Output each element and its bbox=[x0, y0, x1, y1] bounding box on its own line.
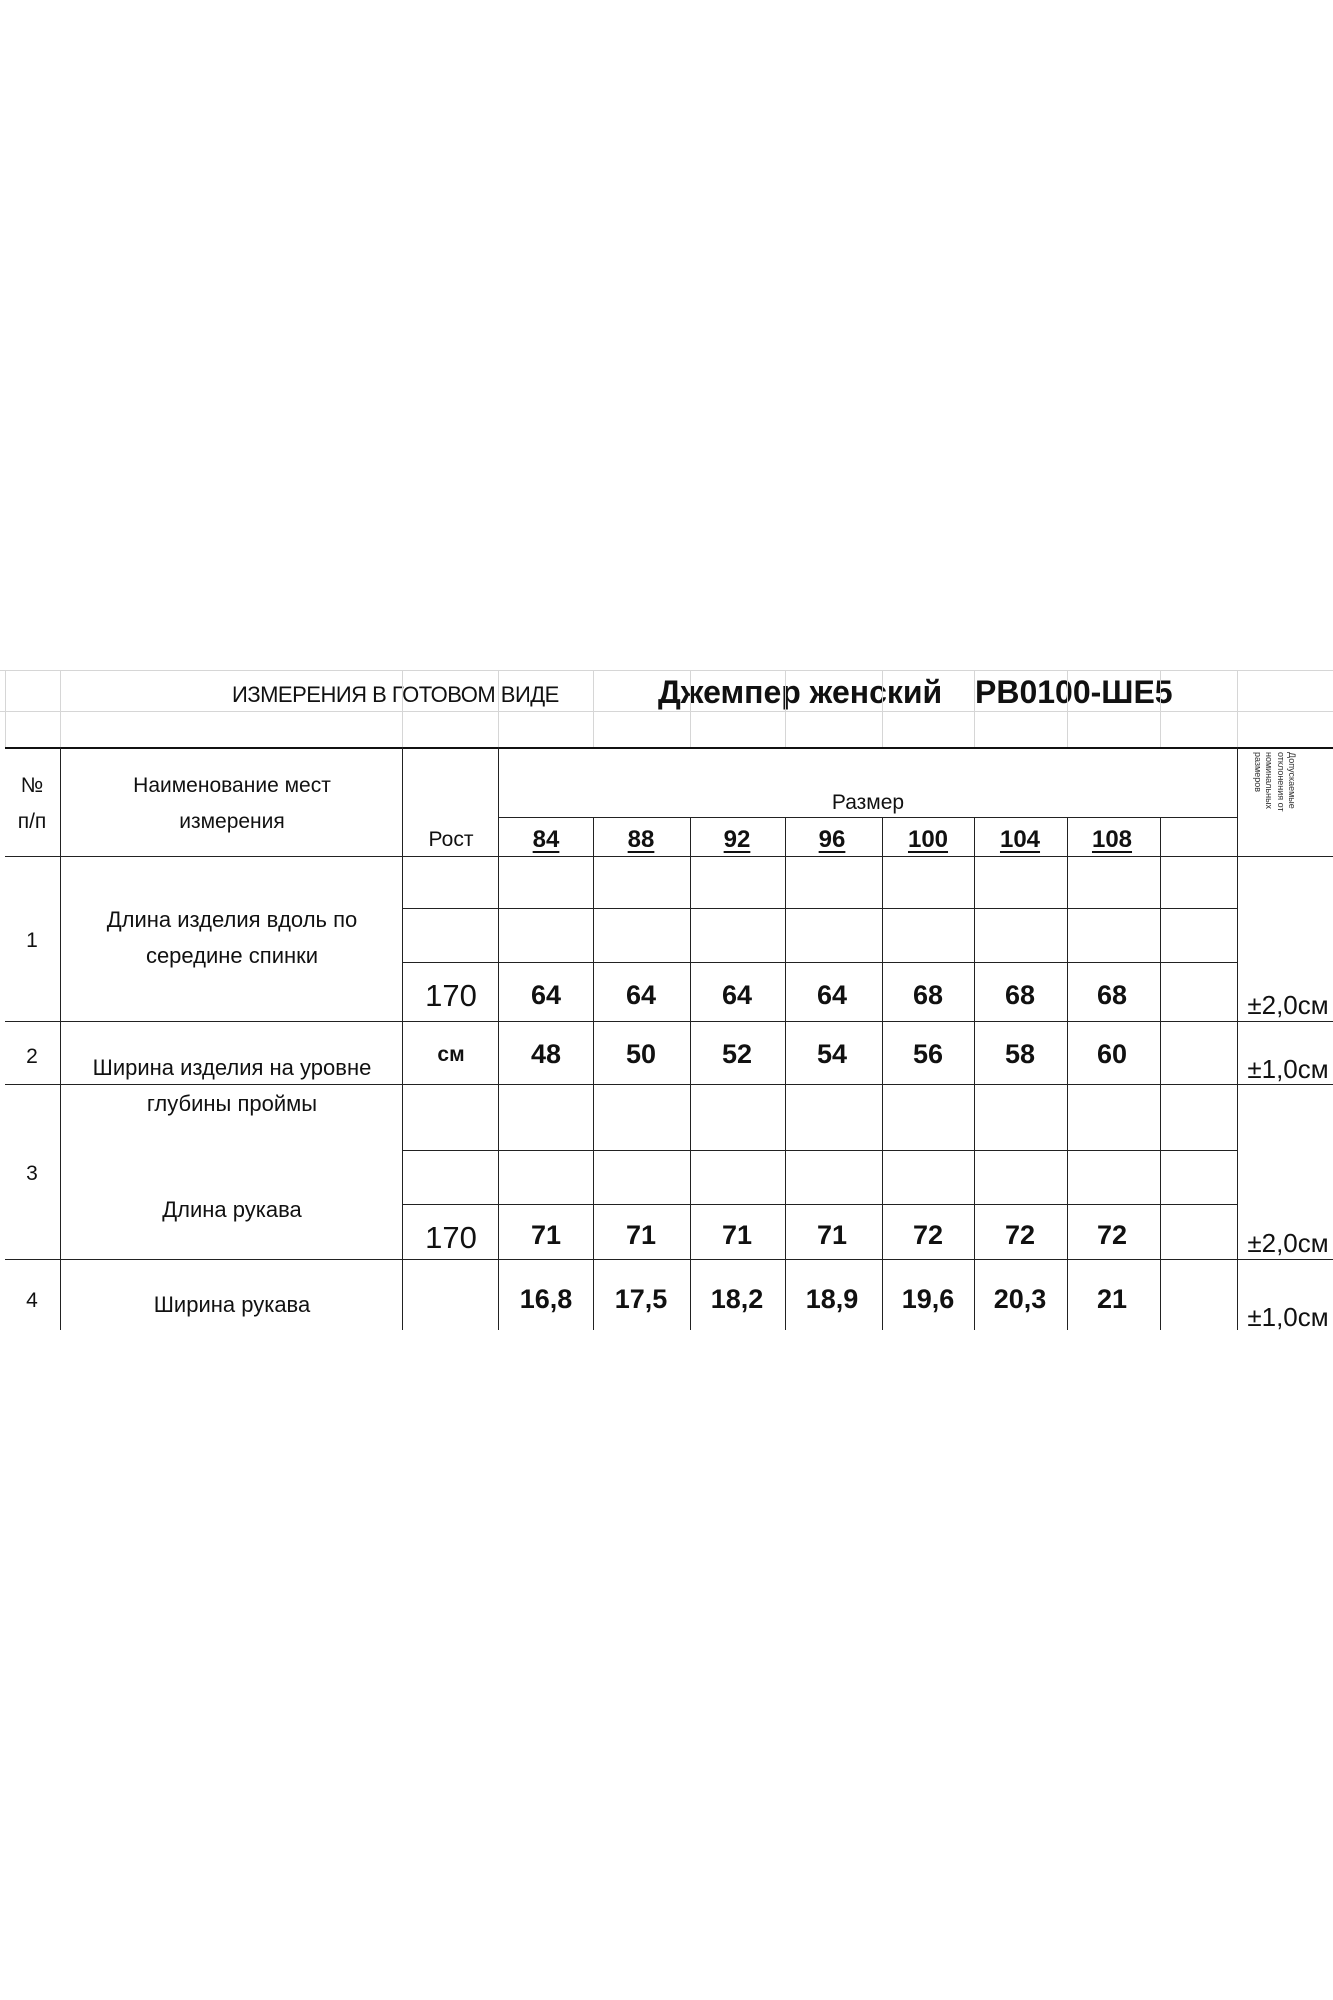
measurement-value: 64 bbox=[721, 980, 753, 1010]
measurement-value: 64 bbox=[625, 980, 657, 1010]
table-border bbox=[402, 908, 1237, 909]
table-border bbox=[402, 747, 403, 1330]
gridline bbox=[882, 670, 883, 747]
product-name: Джемпер женский bbox=[658, 674, 943, 710]
gridline bbox=[1237, 670, 1238, 747]
gridline bbox=[690, 670, 691, 747]
size-header: 92 bbox=[723, 826, 751, 853]
column-header-size: Размер bbox=[831, 791, 905, 814]
row-number: 1 bbox=[26, 929, 38, 952]
measurement-value: 64 bbox=[530, 980, 562, 1010]
measurement-value: 60 bbox=[1096, 1039, 1128, 1069]
gridline bbox=[498, 670, 499, 747]
column-header-number: № п/п bbox=[17, 774, 47, 833]
table-border bbox=[5, 856, 1333, 857]
measurement-value: 68 bbox=[1096, 980, 1128, 1010]
row-number: 2 bbox=[26, 1045, 38, 1068]
table-border bbox=[882, 817, 883, 1330]
article-number: РВ0100-ШЕ5 bbox=[975, 674, 1173, 710]
height-value: 170 bbox=[425, 1220, 477, 1255]
measurement-value: 72 bbox=[912, 1220, 944, 1250]
size-header: 104 bbox=[999, 826, 1041, 853]
table-border bbox=[60, 747, 61, 1330]
tolerance-value: ±2,0см bbox=[1247, 1228, 1329, 1258]
measurement-value: 56 bbox=[912, 1039, 944, 1069]
measurement-value: 71 bbox=[721, 1220, 753, 1250]
gridline bbox=[402, 670, 403, 747]
table-border bbox=[5, 1259, 1333, 1260]
gridline bbox=[1160, 670, 1161, 747]
measurement-value: 52 bbox=[721, 1039, 753, 1069]
gridline bbox=[0, 711, 1333, 712]
column-header-height: Рост bbox=[428, 828, 474, 851]
measurement-value: 68 bbox=[912, 980, 944, 1010]
tolerance-value: ±1,0см bbox=[1247, 1054, 1329, 1084]
row-number: 3 bbox=[26, 1162, 38, 1185]
gridline bbox=[974, 670, 975, 747]
measurement-value: 20,3 bbox=[993, 1284, 1047, 1314]
measurement-name: Ширина рукава bbox=[153, 1292, 311, 1317]
measurement-value: 71 bbox=[816, 1220, 848, 1250]
measurement-value: 64 bbox=[816, 980, 848, 1010]
table-border bbox=[1160, 817, 1161, 1330]
size-header: 88 bbox=[627, 826, 655, 853]
gridline bbox=[5, 670, 6, 747]
gridline bbox=[593, 670, 594, 747]
table-border bbox=[690, 817, 691, 1330]
measurement-value: 72 bbox=[1096, 1220, 1128, 1250]
size-header: 100 bbox=[907, 826, 949, 853]
measurement-value: 18,9 bbox=[805, 1284, 859, 1314]
measurement-value: 58 bbox=[1004, 1039, 1036, 1069]
measurement-value: 48 bbox=[530, 1039, 562, 1069]
table-border bbox=[498, 817, 1237, 818]
table-border bbox=[1237, 747, 1238, 1330]
table-border bbox=[402, 1150, 1237, 1151]
gridline bbox=[60, 670, 61, 747]
measurement-value: 16,8 bbox=[519, 1284, 573, 1314]
measurement-value: 68 bbox=[1004, 980, 1036, 1010]
measurement-value: 54 bbox=[816, 1039, 848, 1069]
height-value: см bbox=[437, 1043, 465, 1066]
measurement-value: 50 bbox=[625, 1039, 657, 1069]
row-number: 4 bbox=[26, 1289, 38, 1312]
gridline bbox=[1067, 670, 1068, 747]
sheet-subtitle: ИЗМЕРЕНИЯ В ГОТОВОМ ВИДЕ bbox=[232, 682, 559, 707]
measurement-value: 19,6 bbox=[901, 1284, 955, 1314]
table-border bbox=[498, 747, 499, 1330]
table-border bbox=[785, 817, 786, 1330]
measurement-name: Ширина изделия на уровне глубины проймы bbox=[92, 1055, 372, 1116]
measurement-value: 17,5 bbox=[614, 1284, 668, 1314]
measurement-name: Длина изделия вдоль по середине спинки bbox=[106, 907, 358, 968]
height-value: 170 bbox=[425, 978, 477, 1013]
gridline bbox=[0, 670, 1333, 671]
tolerance-value: ±1,0см bbox=[1247, 1302, 1329, 1332]
measurement-value: 21 bbox=[1096, 1284, 1128, 1314]
table-border bbox=[1067, 817, 1068, 1330]
measurement-value: 71 bbox=[530, 1220, 562, 1250]
table-border bbox=[593, 817, 594, 1330]
measurement-value: 72 bbox=[1004, 1220, 1036, 1250]
table-border bbox=[5, 1021, 1333, 1022]
size-header: 108 bbox=[1091, 826, 1133, 853]
table-border bbox=[402, 1204, 1237, 1205]
size-header: 84 bbox=[532, 826, 560, 853]
measurement-value: 18,2 bbox=[710, 1284, 764, 1314]
column-header-name: Наименование мест измерения bbox=[133, 774, 331, 833]
measurement-name: Длина рукава bbox=[162, 1197, 302, 1222]
tolerance-value: ±2,0см bbox=[1247, 990, 1329, 1020]
measurement-value: 71 bbox=[625, 1220, 657, 1250]
table-border bbox=[974, 817, 975, 1330]
table-border bbox=[402, 962, 1237, 963]
gridline bbox=[785, 670, 786, 747]
column-header-tolerance: Допускаемые отклонения от номинальных размеров bbox=[1253, 752, 1297, 812]
size-header: 96 bbox=[818, 826, 846, 853]
table-border bbox=[5, 747, 1333, 749]
